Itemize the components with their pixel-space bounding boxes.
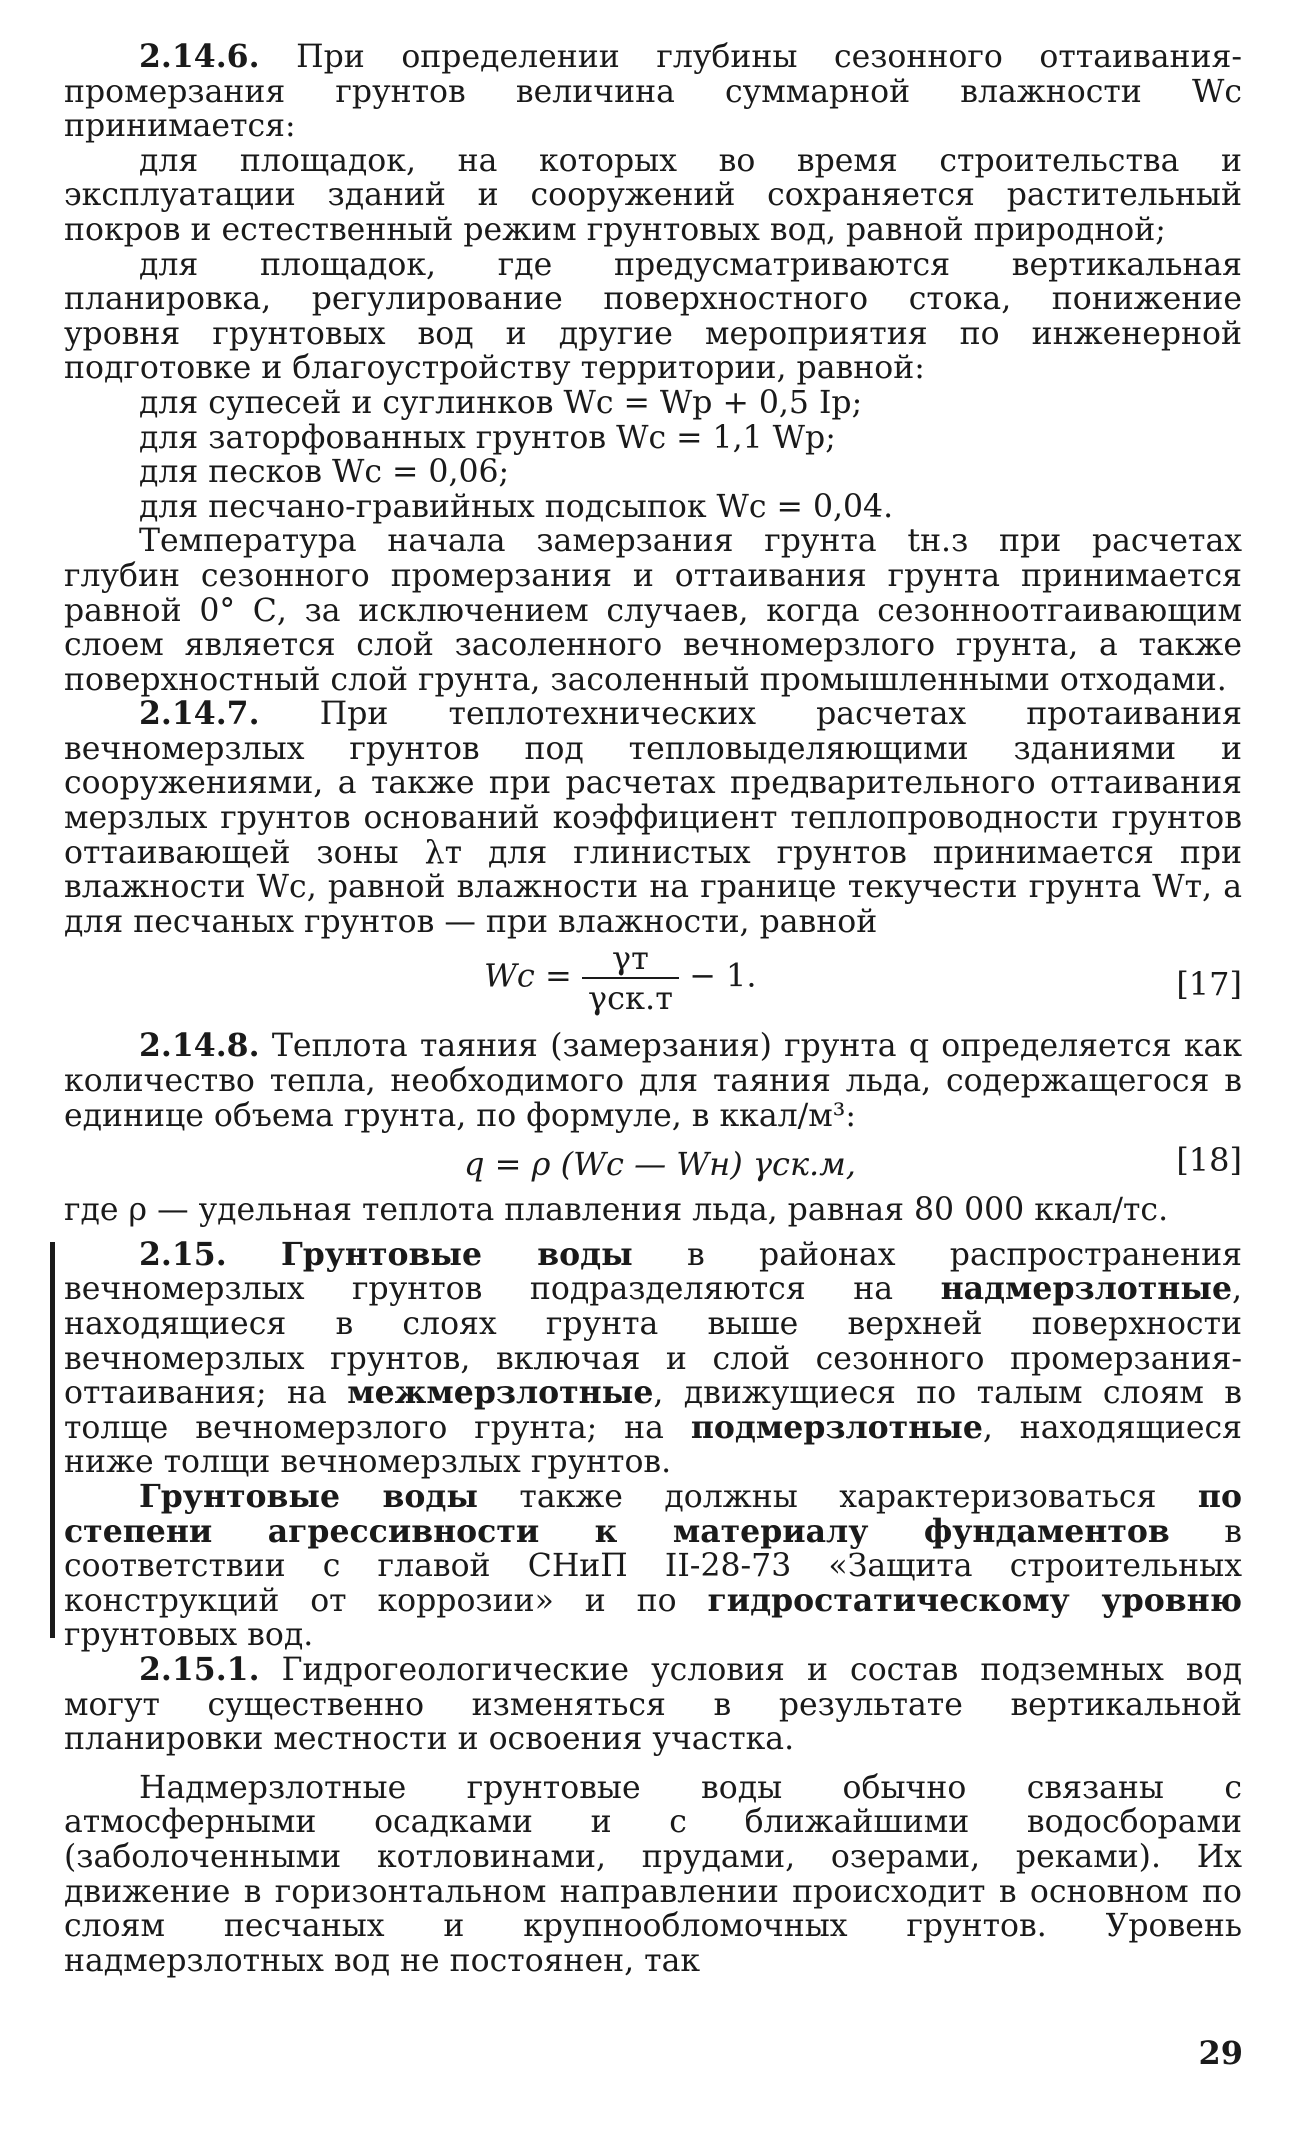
formula-17-expression: [484, 939, 757, 1017]
page-number: 29: [1198, 2034, 1243, 2072]
bold-term: гидростатическому уровню: [707, 1581, 1242, 1619]
paragraph-text: Гидрогеологические условия и состав подземных вод могут существенно изменяться в результате вертикальной планировки местности и освоения участка.: [64, 1651, 1243, 1758]
paragraph-condition-a: для площадок, на которых во время строительства и эксплуатации зданий и сооружений сохраняется растительный покров и естественный режим грунтовых вод, равной природной;: [64, 142, 1242, 248]
paragraph-2-14-6: [64, 40, 1242, 144]
section-2-15: [64, 1235, 1243, 1654]
equation-number: [18]: [1176, 1141, 1242, 1180]
bold-term: по степени агрессивности к материалу фундаментов: [64, 1477, 1242, 1550]
text-run: , находящиеся ниже толщи вечномерзлых грунтов.: [64, 1409, 1243, 1481]
formula-fraction: [582, 939, 679, 1017]
text-run: также должны характеризоваться: [477, 1478, 1198, 1515]
text-run: в соответствии с главой СНиП II-28-73 «Защита строительных конструкций от коррозии» и по: [64, 1513, 1243, 1619]
paragraph-2-15-groundwater: [64, 1477, 1243, 1654]
section-number: 2.15.1.: [139, 1650, 260, 1688]
text-run: , движущиеся по талым слоям в толще вечномерзлого грунта; на: [64, 1375, 1243, 1446]
formula-lhs: Wc =: [484, 956, 572, 995]
section-number: 2.15.: [139, 1235, 227, 1273]
list-item: для песков Wc = 0,06;: [139, 454, 510, 491]
formula-rhs: − 1.: [689, 956, 757, 995]
revision-bar: [50, 1242, 55, 1638]
fraction-denominator: γск.т: [587, 979, 673, 1018]
paragraph-text: При теплотехнических расчетах протаивания вечномерзлых грунтов под тепловыделяющими зданиями и сооружениями, а также при расчетах предварительного оттаивания мерзлых грунтов оснований коэффициент теплопроводности грунтов оттаивающей зоны λт для глинистых грунтов принимается при влажности Wc, равной влажности на границе текучести грунта Wт, а для песчаных грунтов — при влажности, равной: [64, 696, 1243, 940]
formula-18-expression: q = ρ (Wc — Wн) γск.м,: [464, 1145, 856, 1184]
bold-term: Грунтовые воды: [280, 1235, 633, 1273]
section-number: 2.14.8.: [139, 1027, 260, 1065]
paragraph-suprapermafrost-water: Надмерзлотные грунтовые воды обычно связаны с атмосферными осадками и с ближайшими водосборами (заболоченными котловинами, прудами, озерами, реками). Их движение в горизонтальном направлении происходит в основном по слоям песчаных и крупнообломочных грунтов. Уровень надмерзлотных вод не постоянен, так: [64, 1769, 1242, 1979]
paragraph-text: Теплота таяния (замерзания) грунта q определяется как количество тепла, необходимого для таяния льда, содержащегося в единице объема грунта, по формуле, в ккал/м³:: [64, 1028, 1243, 1134]
document-page: [64, 40, 1242, 1978]
paragraph-text: При определении глубины сезонного оттаивания-промерзания грунтов величина суммарной влажности Wc принимается:: [64, 39, 1242, 145]
formula-18: [64, 1133, 1242, 1193]
formula-17: [64, 939, 1242, 1029]
paragraph-2-15: [64, 1235, 1243, 1481]
list-item: для песчано-гравийных подсыпок Wc = 0,04.: [139, 488, 894, 525]
text-run: , находящиеся в слоях грунта выше верхней поверхности вечномерзлых грунтов, включая и слой сезонного промерзания-оттаивания; на: [64, 1271, 1242, 1412]
paragraph-2-15-1: [64, 1650, 1243, 1758]
section-number: 2.14.7.: [139, 695, 260, 733]
list-item: для супесей и суглинков Wc = Wp + 0,5 Ip;: [139, 384, 863, 421]
paragraph-rho-definition: где ρ — удельная теплота плавления льда, равная 80 000 ккал/тс.: [64, 1192, 1169, 1229]
paragraph-2-14-8: [64, 1029, 1242, 1133]
paragraph-2-14-7: [64, 697, 1242, 939]
text-run: грунтовых вод.: [64, 1617, 314, 1654]
fraction-numerator: γт: [582, 939, 679, 979]
paragraph-temperature: Температура начала замерзания грунта tн.з при расчетах глубин сезонного промерзания и оттаивания грунта принимается равной 0° С, за исключением случаев, когда сезонноотгаивающим слоем является слой засоленного вечномерзлого грунта, а также поверхностный слой грунта, засоленный промышленными отходами.: [64, 523, 1242, 698]
bold-term: Грунтовые воды: [139, 1477, 478, 1515]
equation-number: [17]: [1176, 965, 1242, 1004]
section-number: 2.14.6.: [139, 38, 260, 75]
bold-term: надмерзлотные: [940, 1270, 1232, 1308]
bold-term: подмерзлотные: [690, 1408, 983, 1446]
paragraph-condition-b: для площадок, где предусматриваются вертикальная планировка, регулирование поверхностного стока, понижение уровня грунтовых вод и другие мероприятия по инженерной подготовке и благоустройству территории, равной:: [64, 246, 1242, 387]
text-run: в районах распространения вечномерзлых грунтов подразделяются на: [64, 1236, 1243, 1308]
list-item: для заторфованных грунтов Wc = 1,1 Wp;: [139, 419, 836, 456]
bold-term: межмерзлотные: [347, 1374, 654, 1412]
